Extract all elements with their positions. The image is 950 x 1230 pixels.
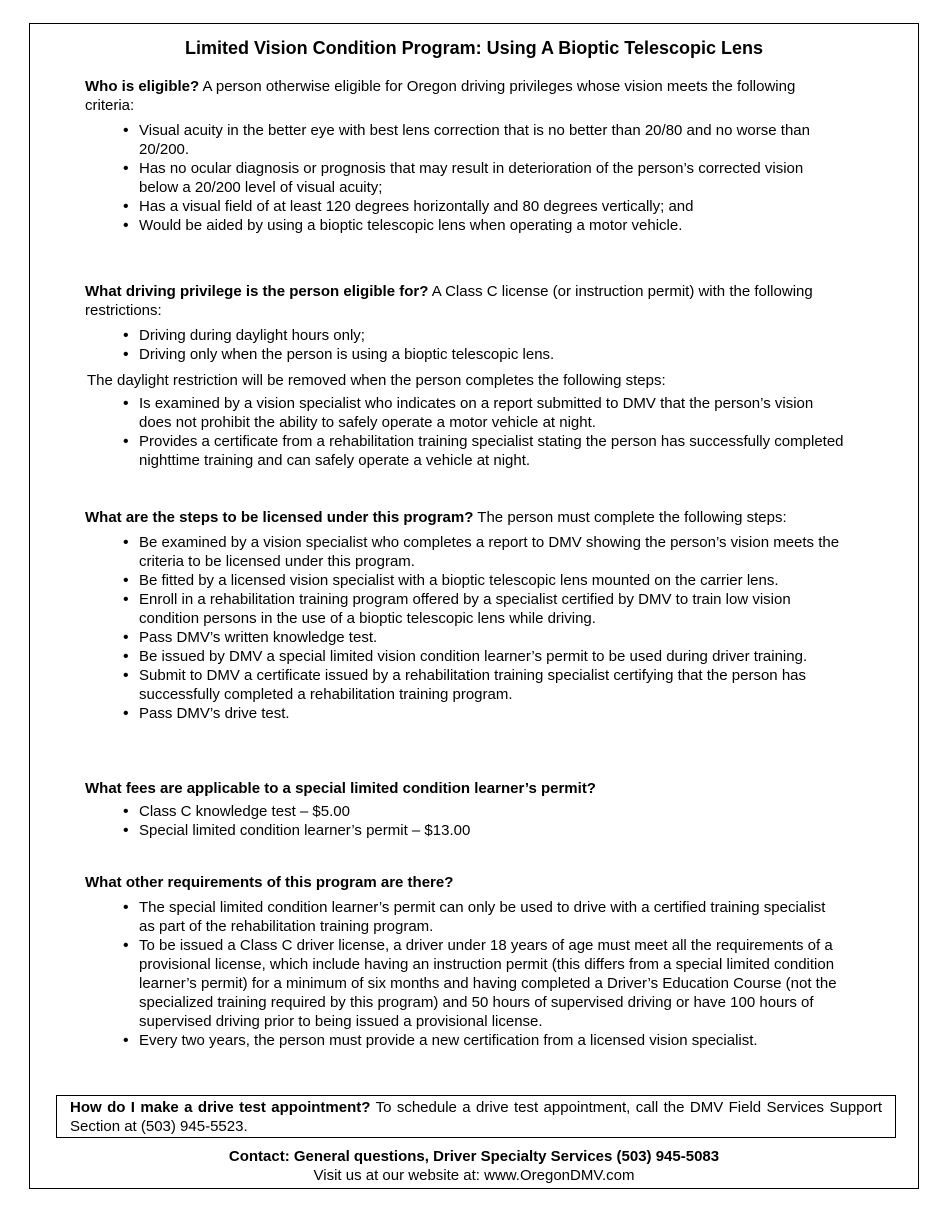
fees-section [85, 779, 845, 840]
contact-line: Contact: General questions, Driver Specialty Services (503) 945-5083 [228, 1148, 720, 1165]
steps-section [85, 508, 845, 723]
page-title: Limited Vision Condition Program: Using A Bioptic Telescopic Lens [184, 38, 764, 58]
steps-intro: The person must complete the following steps: [473, 509, 787, 526]
list-item: • To be issued a Class C driver license, a driver under 18 years of age must meet all the requirements of a provisional license, which include having an instruction permit (this differs from a special limited condition learner’s permit) for a minimum of six months and having completed a Driver’s Education Course (not the specialized training required by this program) and 50 hours of supervised driving or have 100 hours of supervised driving prior to being issued a provisional license. [83, 936, 845, 1031]
list-item: • Be issued by DMV a special limited vision condition learner’s permit to be used during driver training. [83, 647, 845, 666]
appointment-heading: How do I make a drive test appointment? [70, 1099, 371, 1116]
other-paragraph [85, 873, 845, 892]
eligibility-paragraph [85, 77, 845, 115]
list-item: • Class C knowledge test – $5.00 [83, 802, 845, 821]
list-item: • Driving during daylight hours only; [83, 326, 845, 345]
list-item: • Pass DMV’s written knowledge test. [83, 628, 845, 647]
privilege-heading: What driving privilege is the person eligible for? [85, 283, 429, 300]
privilege-paragraph [85, 282, 845, 320]
privilege-list [85, 326, 845, 364]
appointment-box [56, 1095, 896, 1138]
other-list [85, 898, 845, 1050]
list-item: • Enroll in a rehabilitation training program offered by a specialist certified by DMV to train low vision condition persons in the use of a bioptic telescopic lens while driving. [83, 590, 845, 628]
other-section [85, 873, 845, 1050]
list-item: • Be examined by a vision specialist who completes a report to DMV showing the person’s vision meets the criteria to be licensed under this program. [83, 533, 845, 571]
list-item: • Provides a certificate from a rehabilitation training specialist stating the person has successfully completed nighttime training and can safely operate a vehicle at night. [83, 432, 845, 470]
eligibility-section [85, 77, 845, 235]
list-item: • Every two years, the person must provide a new certification from a licensed vision specialist. [83, 1031, 845, 1050]
appointment-text: To schedule a drive test appointment, call the DMV Field Services Support Section at (503) 945-5523. [70, 1099, 883, 1135]
contact-footer [29, 1147, 919, 1185]
steps-paragraph [85, 508, 845, 527]
list-item: • The special limited condition learner’s permit can only be used to drive with a certified training specialist as part of the rehabilitation training program. [83, 898, 845, 936]
list-item: • Visual acuity in the better eye with best lens correction that is no better than 20/80 and no worse than 20/200. [83, 121, 845, 159]
daylight-text: The daylight restriction will be removed when the person completes the following steps: [87, 372, 666, 389]
fees-paragraph [85, 779, 845, 798]
list-item: • Has no ocular diagnosis or prognosis that may result in deterioration of the person’s corrected vision below a 20/200 level of visual acuity; [83, 159, 845, 197]
list-item: • Driving only when the person is using a bioptic telescopic lens. [83, 345, 845, 364]
fees-list [85, 802, 845, 840]
fees-heading: What fees are applicable to a special limited condition learner’s permit? [85, 780, 596, 797]
list-item: • Would be aided by using a bioptic telescopic lens when operating a motor vehicle. [83, 216, 845, 235]
list-item: • Has a visual field of at least 120 degrees horizontally and 80 degrees vertically; and [83, 197, 845, 216]
privilege-intro: A Class C license (or instruction permit) with the following restrictions: [85, 283, 813, 319]
steps-heading: What are the steps to be licensed under this program? [85, 509, 474, 526]
steps-list [85, 533, 845, 723]
list-item: • Submit to DMV a certificate issued by a rehabilitation training specialist certifying that the person has successfully completed a rehabilitation training program. [83, 666, 845, 704]
eligibility-intro: A person otherwise eligible for Oregon driving privileges whose vision meets the following criteria: [85, 78, 796, 114]
list-item: • Special limited condition learner’s permit – $13.00 [83, 821, 845, 840]
website-line[interactable]: Visit us at our website at: www.OregonDMV.com [313, 1167, 635, 1184]
eligibility-list [85, 121, 845, 235]
list-item: • Pass DMV’s drive test. [83, 704, 845, 723]
daylight-list [85, 394, 845, 470]
other-heading: What other requirements of this program are there? [85, 874, 454, 891]
list-item: • Is examined by a vision specialist who indicates on a report submitted to DMV that the person’s vision does not prohibit the ability to safely operate a motor vehicle at night. [83, 394, 845, 432]
privilege-section [85, 282, 845, 470]
eligibility-heading: Who is eligible? [85, 78, 200, 95]
list-item: • Be fitted by a licensed vision specialist with a bioptic telescopic lens mounted on the carrier lens. [83, 571, 845, 590]
